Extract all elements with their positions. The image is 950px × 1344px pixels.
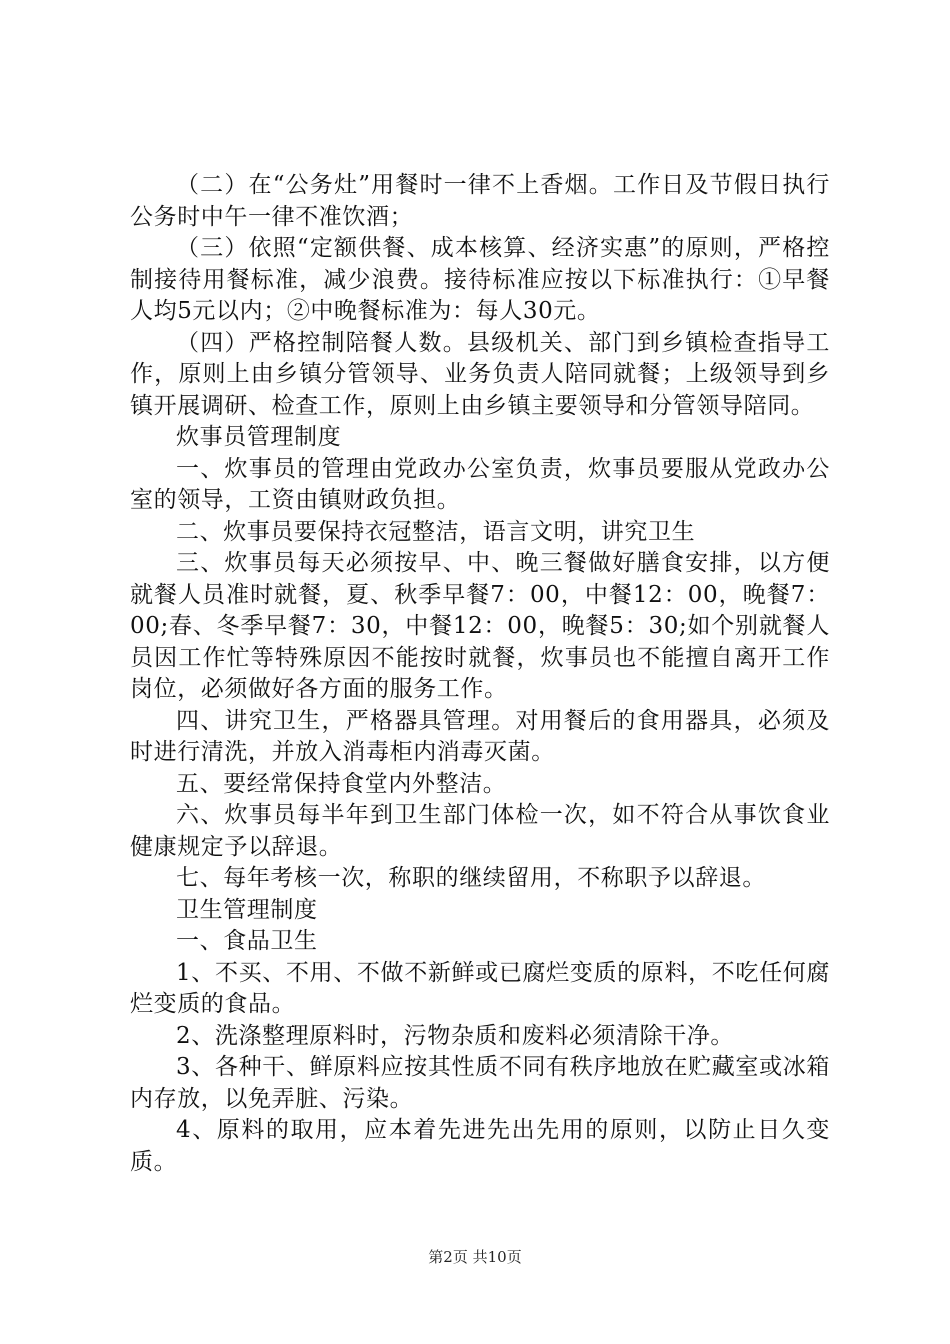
paragraph-hygiene-item-2: 2、洗涤整理原料时，污物杂质和废料必须清除干净。: [176, 1022, 735, 1049]
paragraph-meal-standards: （三）依照“定额供餐、成本核算、经济实惠”的原则，严格控制接待用餐标准，减少浪费。接待标准应按以下标准执行：①早餐人均5元以内；②中晚餐标准为：每人30元。: [130, 235, 830, 324]
paragraph-hygiene-item-1: 1、不买、不用、不做不新鲜或已腐烂变质的原料，不吃任何腐烂变质的食品。: [130, 959, 830, 1017]
subheading-food-hygiene: 一、食品卫生: [176, 928, 318, 954]
paragraph-cook-rule-2: 二、炊事员要保持衣冠整洁，语言文明，讲究卫生: [176, 518, 696, 545]
paragraph-meals-no-smoking: （二）在“公务灶”用餐时一律不上香烟。工作日及节假日执行公务时中午一律不准饮酒；: [130, 172, 830, 230]
section-heading-cook-rules: 炊事员管理制度: [176, 424, 342, 450]
document-body: [130, 170, 830, 1178]
paragraph-cook-rule-1: 一、炊事员的管理由党政办公室负责，炊事员要服从党政办公室的领导，工资由镇财政负担。: [130, 455, 830, 513]
page-number-footer: 第2页 共10页: [428, 1248, 522, 1266]
paragraph-hygiene-item-3: 3、各种干、鲜原料应按其性质不同有秩序地放在贮藏室或冰箱内存放，以免弄脏、污染。: [130, 1054, 830, 1112]
paragraph-cook-rule-3: 三、炊事员每天必须按早、中、晚三餐做好膳食安排，以方便就餐人员准时就餐，夏、秋季早餐7：00，中餐12：00，晚餐7：00;春、冬季早餐7：30，中餐12：00，晚餐5：30;如个别就餐人员因工作忙等特殊原因不能按时就餐，炊事员也不能擅自离开工作岗位，必须做好各方面的服务工作。: [130, 550, 830, 702]
paragraph-cook-rule-6: 六、炊事员每半年到卫生部门体检一次，如不符合从事饮食业健康规定予以辞退。: [130, 802, 830, 860]
paragraph-hygiene-item-4: 4、原料的取用，应本着先进先出先用的原则，以防止日久变质。: [130, 1117, 830, 1175]
paragraph-cook-rule-4: 四、讲究卫生，严格器具管理。对用餐后的食用器具，必须及时进行清洗，并放入消毒柜内消毒灭菌。: [130, 707, 830, 765]
paragraph-escort-limits: （四）严格控制陪餐人数。县级机关、部门到乡镇检查指导工作，原则上由乡镇分管领导、业务负责人陪同就餐；上级领导到乡镇开展调研、检查工作，原则上由乡镇主要领导和分管领导陪同。: [130, 329, 830, 419]
paragraph-cook-rule-7: 七、每年考核一次，称职的继续留用，不称职予以辞退。: [176, 865, 766, 891]
paragraph-cook-rule-5: 五、要经常保持食堂内外整洁。: [176, 770, 507, 797]
section-heading-hygiene-rules: 卫生管理制度: [176, 896, 318, 923]
